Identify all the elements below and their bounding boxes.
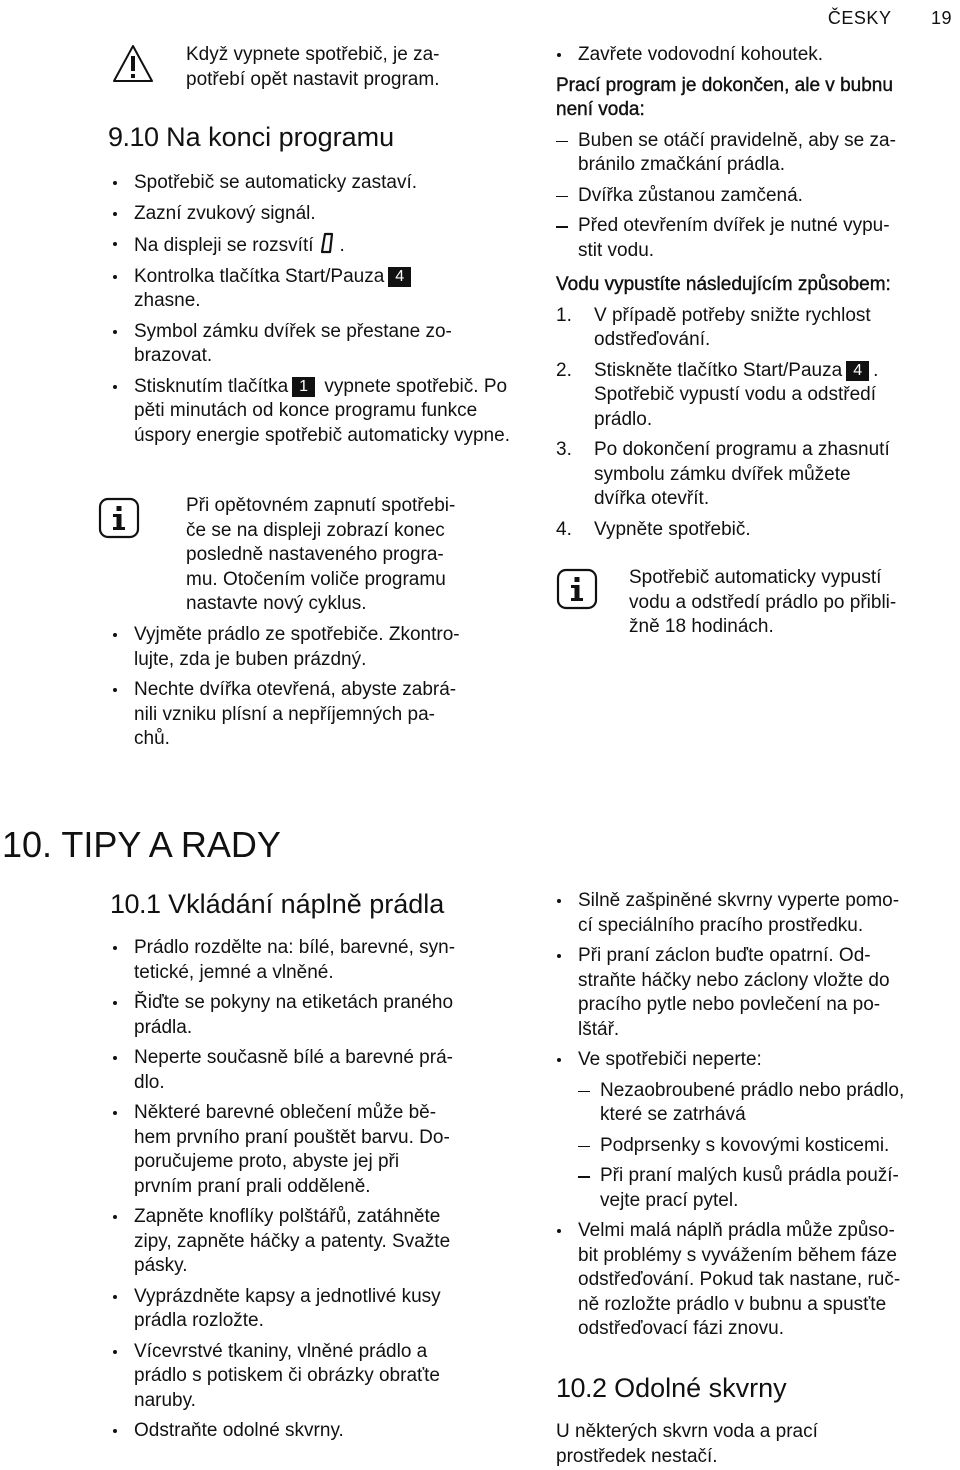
- chapter-title: TIPY A RADY: [61, 824, 281, 865]
- section-heading-9-10: [108, 121, 394, 153]
- step-text: Po dokončení programu a zhasnutí symbolu zámku dvířek můžete dvířka otevřít.: [594, 439, 890, 509]
- list-item: Podprsenky s kovovými kosticemi.: [578, 1134, 956, 1159]
- step-number: 1.: [556, 304, 572, 326]
- subheading-no-water: Prací program je dokončen, ale v bubnu není voda:: [556, 74, 893, 120]
- list-item: Spotřebič se automaticky zastaví.: [108, 171, 528, 196]
- section-number: 9.10: [108, 122, 159, 152]
- stains-paragraph: U některých skvrn voda a prací prostředek nestačí.: [556, 1421, 818, 1467]
- list-item: [108, 265, 528, 314]
- end-of-program-list: [108, 171, 528, 454]
- step-text: Vypněte spotřebič.: [594, 518, 751, 540]
- press-text-pre: Stisknutím tlačítka: [134, 375, 289, 397]
- key-badge-1: 1: [292, 377, 315, 397]
- warning-text: Když vypnete spotřebič, je za- potřebí opět nastavit program.: [186, 44, 440, 90]
- chapter-heading: [2, 824, 281, 866]
- list-item: Ve spotřebiči neperte:: [552, 1048, 956, 1073]
- section-heading-10-2: [556, 1372, 787, 1404]
- step-item: [556, 518, 956, 543]
- list-item: [108, 232, 528, 259]
- step-number: 4.: [556, 518, 572, 540]
- info-text-restart: Při opětovném zapnutí spotřebi- če se na displeji zobrazí konec posledně nastaveného progra- mu. Otočením voliče programu nastavte nový cyklus.: [186, 495, 456, 614]
- list-item: Zapněte knoflíky polštářů, zatáhněte zipy, zapněte háčky a patenty. Svažte pásky.: [108, 1205, 528, 1279]
- step-text: V případě potřeby snižte rychlost odstřeďování.: [594, 304, 871, 350]
- startpause-text-post: zhasne.: [134, 290, 201, 311]
- step-number: 2.: [556, 359, 572, 381]
- key-badge-4: 4: [388, 267, 411, 287]
- section-number: 10.1: [110, 889, 161, 919]
- chapter-number: 10.: [2, 824, 53, 865]
- step-text-post: . Spotřebič vypustí vodu a odstředí prádlo.: [594, 359, 879, 430]
- list-item: Vyprázdněte kapsy a jednotlivé kusy prádla rozložte.: [108, 1285, 528, 1334]
- list-item: Zazní zvukový signál.: [108, 202, 528, 227]
- list-item: Vícevrstvé tkaniny, vlněné prádlo a prádlo s potiskem či obrázky obraťte naruby.: [108, 1340, 528, 1414]
- info-icon: [98, 497, 140, 539]
- list-item: Při praní malých kusů prádla použí- vejte prací pytel.: [578, 1164, 956, 1213]
- language-label: ČESKY: [827, 8, 892, 28]
- list-item: Při praní záclon buďte opatrní. Od- straňte háčky nebo záclony vložte do pracího pytle nebo povlečení na po- lštář.: [552, 944, 956, 1042]
- after-program-list: [108, 623, 528, 758]
- step-item: [556, 438, 956, 512]
- page-header: [828, 6, 952, 31]
- info-icon: [556, 568, 598, 610]
- step-item: [556, 359, 956, 433]
- section-number: 10.2: [556, 1373, 607, 1403]
- step-number: 3.: [556, 439, 572, 460]
- list-item: Vyjměte prádlo ze spotřebiče. Zkontro- lujte, zda je buben prázdný.: [108, 623, 528, 672]
- subheading-drain: Vodu vypustíte následujícím způsobem:: [556, 274, 891, 295]
- section-title: Odolné skvrny: [614, 1373, 787, 1403]
- step-text-pre: Stiskněte tlačítko Start/Pauza: [594, 359, 843, 381]
- display-text-post: .: [339, 235, 345, 256]
- startpause-text-pre: Kontrolka tlačítka Start/Pauza: [134, 265, 385, 287]
- list-item: Před otevřením dvířek je nutné vypu- stit vodu.: [556, 214, 956, 263]
- display-text-pre: Na displeji se rozsvítí: [134, 235, 314, 256]
- loading-tips-list: [108, 936, 528, 1450]
- list-item: Velmi malá náplň prádla může způso- bit problémy s vyvážením během fáze odstřeďování. Pokud tak nastane, ruč- ně rozložte prádlo v bubnu a spusťte odstřeďovací fázi znovu.: [552, 1219, 956, 1342]
- display-zero-icon: [320, 232, 334, 254]
- list-item: Řiďte se pokyny na etiketách praného prádla.: [108, 991, 528, 1040]
- page-number: 19: [930, 8, 952, 28]
- section-heading-10-1: [110, 888, 444, 920]
- list-item: Zavřete vodovodní kohoutek.: [552, 43, 956, 68]
- warning-icon: [112, 44, 154, 84]
- list-item: Silně zašpiněné skvrny vyperte pomo- cí speciálního pracího prostředku.: [552, 889, 956, 938]
- list-item: Odstraňte odolné skvrny.: [108, 1419, 528, 1444]
- right-top-column: [556, 43, 956, 548]
- list-item: Neperte současně bílé a barevné prá- dlo.: [108, 1046, 528, 1095]
- list-item: Dvířka zůstanou zamčená.: [556, 184, 956, 209]
- section-title: Vkládání náplně prádla: [168, 889, 445, 919]
- list-item: Symbol zámku dvířek se přestane zo- brazovat.: [108, 320, 528, 369]
- list-item: Prádlo rozdělte na: bílé, barevné, syn- tetické, jemné a vlněné.: [108, 936, 528, 985]
- list-item: [108, 375, 528, 449]
- list-item: Buben se otáčí pravidelně, aby se za- bránilo zmačkání prádla.: [556, 129, 956, 178]
- list-item: Nezaobroubené prádlo nebo prádlo, které se zatrhává: [578, 1079, 956, 1128]
- right-bottom-column: [556, 889, 956, 1348]
- press-text-post: vypnete spotřebič. Po pěti minutách od konce programu funkce úspory energie spotřebič automaticky vypne.: [134, 375, 510, 446]
- list-item: Nechte dvířka otevřená, abyste zabrá- nili vzniku plísní a nepříjemných pa- chů.: [108, 678, 528, 752]
- list-item: Některé barevné oblečení může bě- hem prvního praní pouštět barvu. Do- poručujeme proto, abyste jej při prvním praní prali odděleně.: [108, 1101, 528, 1199]
- info-text-auto-drain: Spotřebič automaticky vypustí vodu a odstředí prádlo po přibli- žně 18 hodinách.: [629, 567, 897, 637]
- key-badge-4: 4: [846, 361, 869, 381]
- step-item: [556, 304, 956, 353]
- section-title: Na konci programu: [166, 122, 395, 152]
